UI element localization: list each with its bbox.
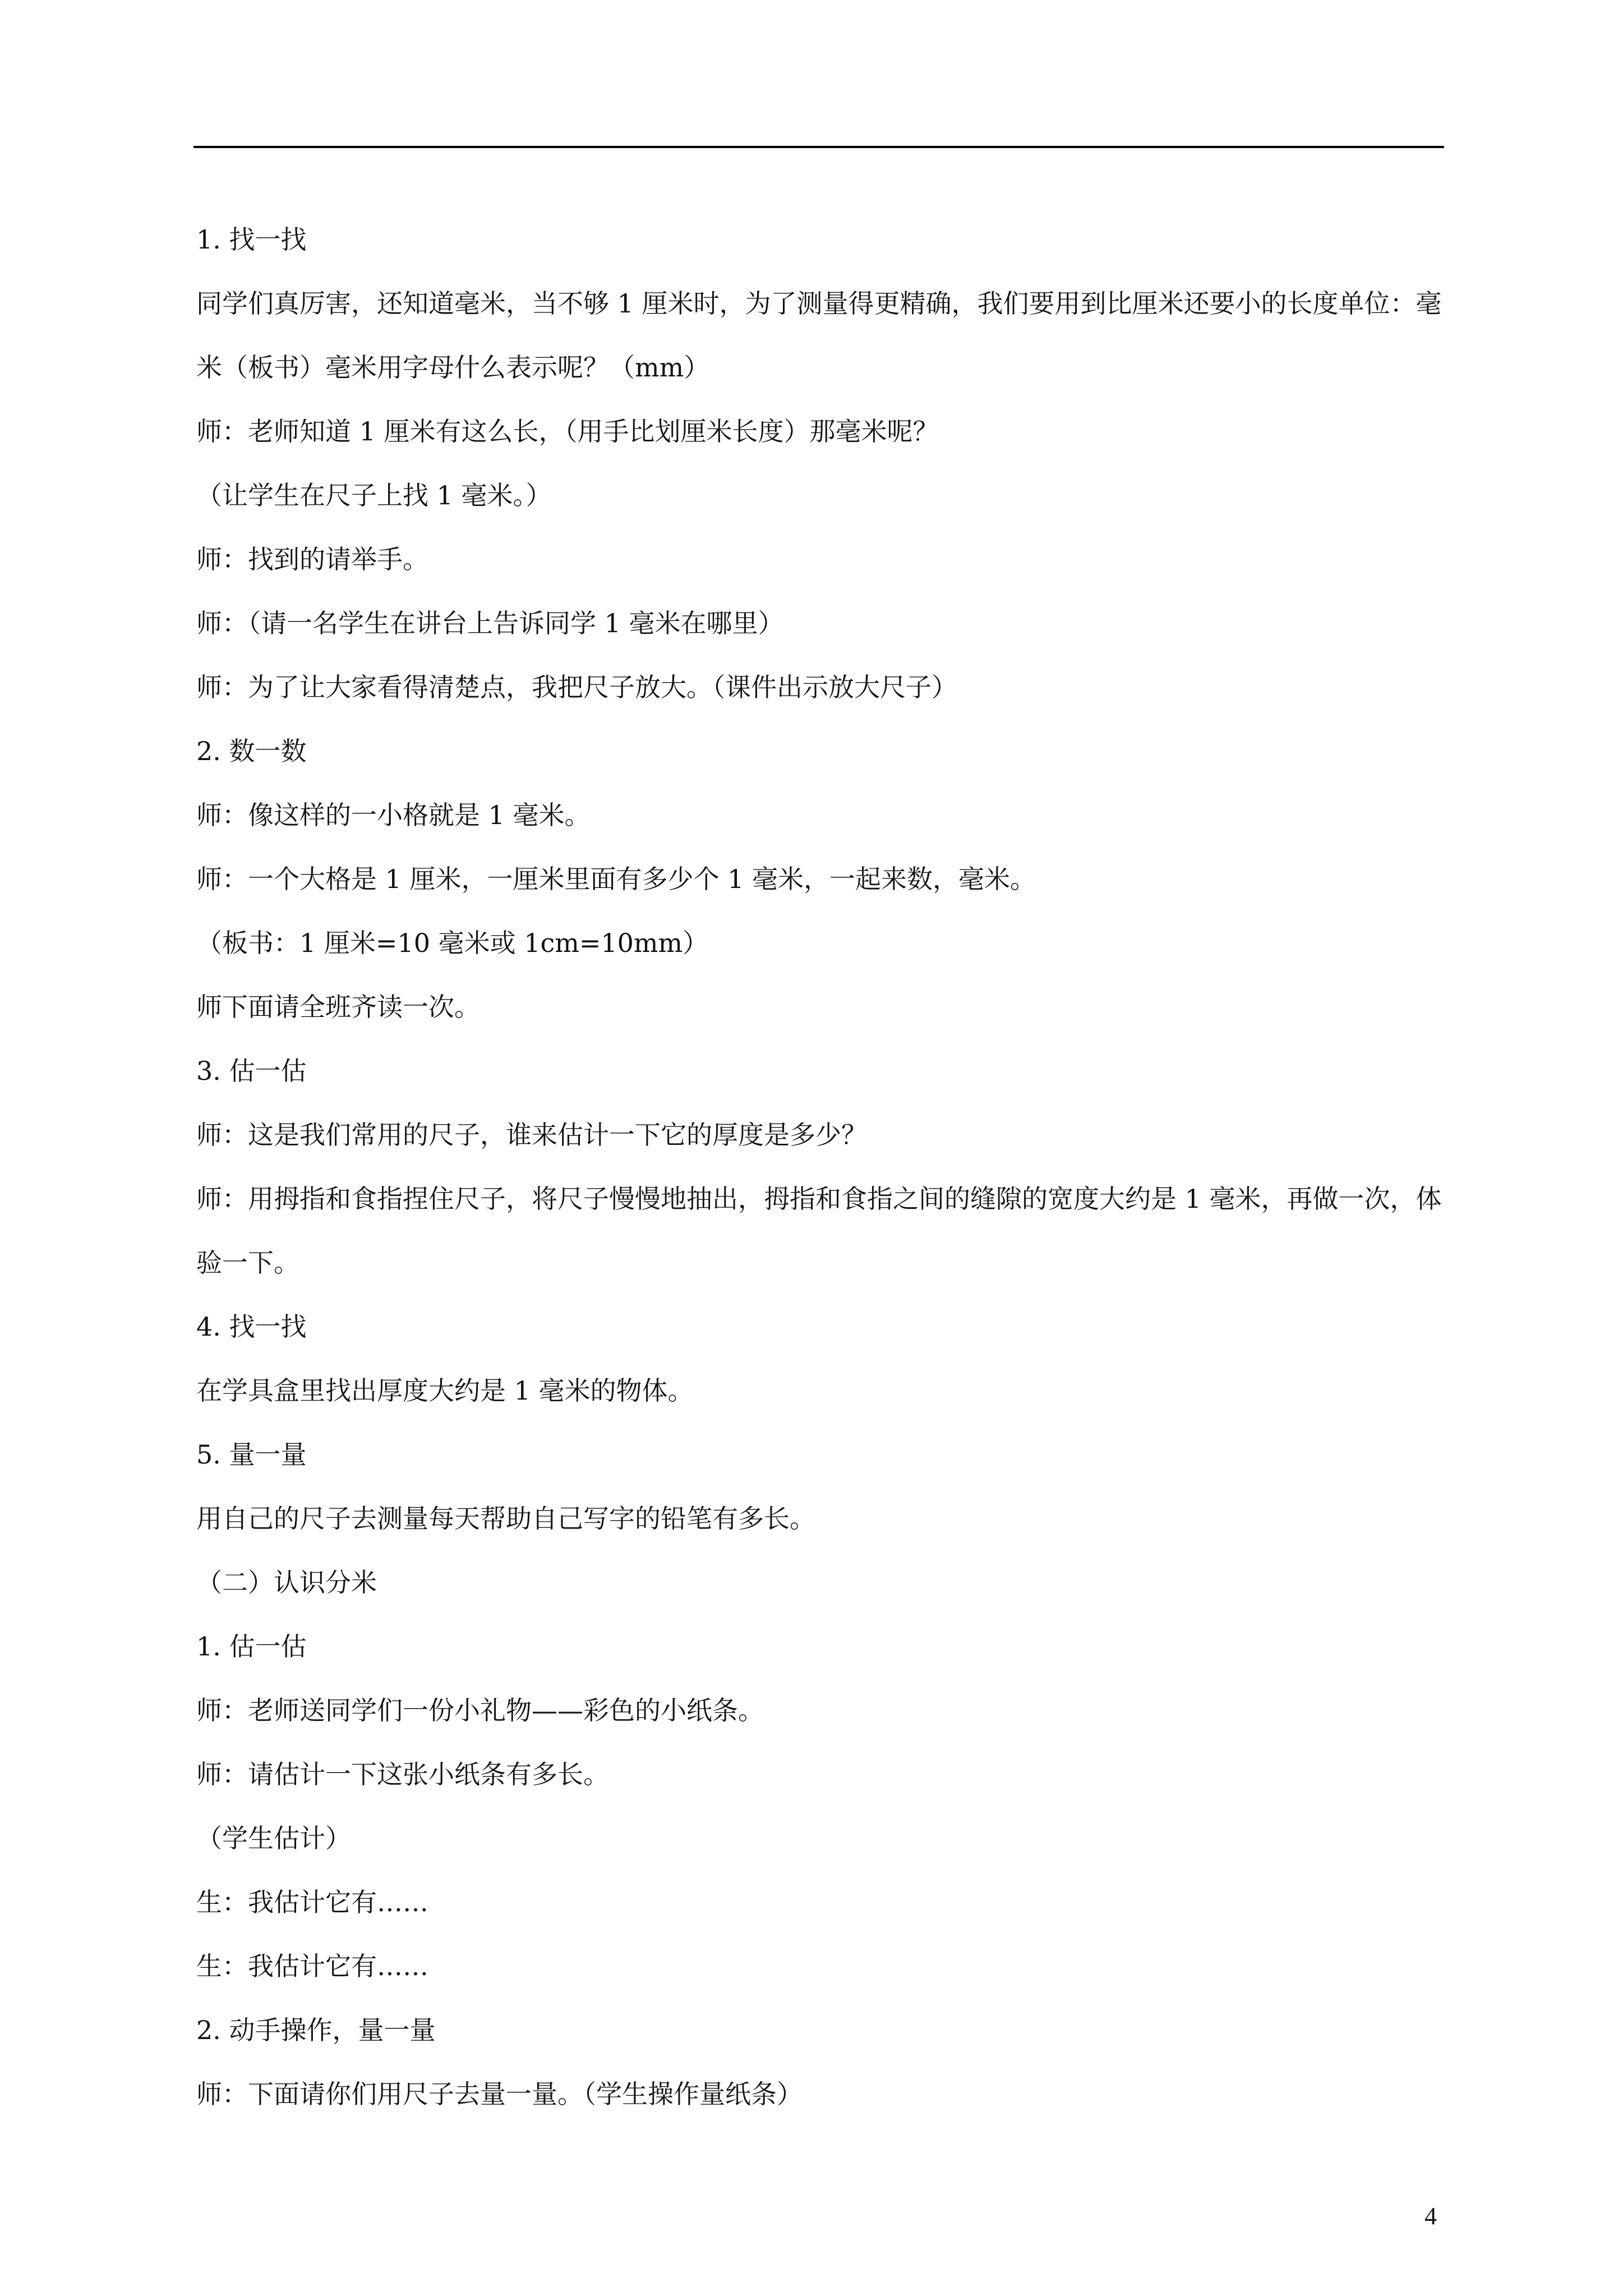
paragraph: 生：我估计它有…… bbox=[196, 1951, 428, 1981]
paragraph: 1. 找一找 bbox=[196, 224, 307, 255]
paragraph: 师：（请一名学生在讲台上告诉同学 1 毫米在哪里） bbox=[196, 608, 784, 638]
paragraph: 师：一个大格是 1 厘米，一厘米里面有多少个 1 毫米，一起来数，毫米。 bbox=[196, 864, 1036, 894]
paragraph: （学生估计） bbox=[196, 1823, 351, 1853]
paragraph: （板书：1 厘米=10 毫米或 1cm=10mm） bbox=[196, 928, 709, 958]
header-rule bbox=[193, 146, 1444, 148]
paragraph: 用自己的尺子去测量每天帮助自己写字的铅笔有多长。 bbox=[196, 1503, 815, 1534]
paragraph: 师：用拇指和食指捏住尺子，将尺子慢慢地抽出，拇指和食指之间的缝隙的宽度大约是 1 毫米，再做一次，体验一下。 bbox=[196, 1184, 1442, 1278]
paragraph: 师：老师知道 1 厘米有这么长，（用手比划厘米长度）那毫米呢？ bbox=[196, 416, 939, 447]
paragraph: 师：找到的请举手。 bbox=[196, 544, 428, 574]
paragraph: 师：像这样的一小格就是 1 毫米。 bbox=[196, 800, 591, 830]
paragraph: 师：老师送同学们一份小礼物——彩色的小纸条。 bbox=[196, 1695, 764, 1726]
paragraph: 师：这是我们常用的尺子，谁来估计一下它的厚度是多少？ bbox=[196, 1120, 867, 1150]
paragraph: 生：我估计它有…… bbox=[196, 1887, 428, 1917]
page-number: 4 bbox=[1424, 2202, 1437, 2230]
paragraph: 师：下面请你们用尺子去量一量。（学生操作量纸条） bbox=[196, 2079, 803, 2109]
paragraph: 师下面请全班齐读一次。 bbox=[196, 992, 480, 1022]
paragraph: 2. 动手操作，量一量 bbox=[196, 2015, 436, 2045]
paragraph: （二）认识分米 bbox=[196, 1567, 377, 1598]
paragraph: 1. 估一估 bbox=[196, 1631, 307, 1662]
paragraph: 师：请估计一下这张小纸条有多长。 bbox=[196, 1759, 609, 1789]
paragraph: 在学具盒里找出厚度大约是 1 毫米的物体。 bbox=[196, 1375, 694, 1406]
paragraph: 5. 量一量 bbox=[196, 1439, 307, 1470]
paragraph: （让学生在尺子上找 1 毫米。） bbox=[196, 480, 552, 510]
paragraph: 师：为了让大家看得清楚点，我把尺子放大。（课件出示放大尺子） bbox=[196, 672, 957, 702]
paragraph: 同学们真厉害，还知道毫米，当不够 1 厘米时，为了测量得更精确，我们要用到比厘米还要小的长度单位：毫米（板书）毫米用字母什么表示呢？（mm） bbox=[196, 288, 1442, 383]
paragraph: 4. 找一找 bbox=[196, 1312, 307, 1342]
paragraph: 3. 估一估 bbox=[196, 1056, 307, 1086]
document-body bbox=[196, 208, 1444, 2126]
paragraph: 2. 数一数 bbox=[196, 736, 307, 766]
